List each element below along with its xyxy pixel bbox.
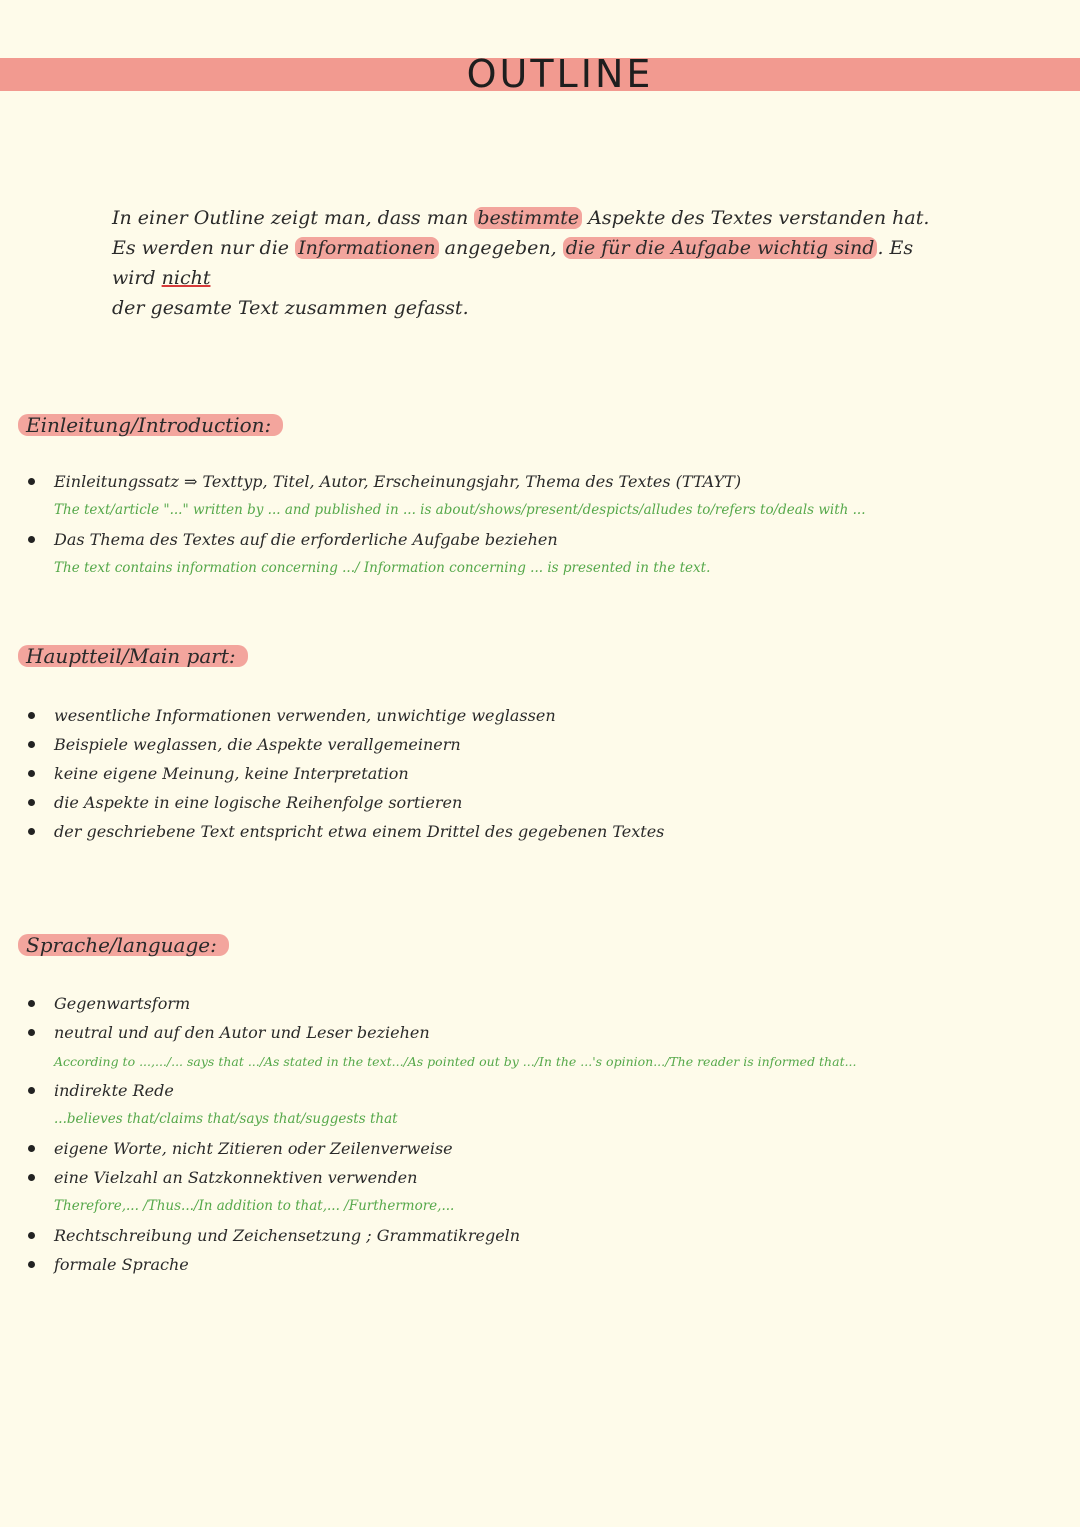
- bullet-icon: [28, 1029, 35, 1036]
- bullet-icon: [28, 770, 35, 777]
- bullet-icon: [28, 1261, 35, 1268]
- list-item: [24, 701, 1064, 730]
- list-item: [24, 1018, 1064, 1047]
- list-item-text: neutral und auf den Autor und Leser beziehen: [54, 1023, 430, 1042]
- list-item-text: der geschriebene Text entspricht etwa einem Drittel des gegebenen Textes: [54, 822, 665, 841]
- list-item-text: indirekte Rede: [54, 1081, 174, 1100]
- intro-text: angegeben,: [438, 237, 563, 259]
- highlight-bestimmte: bestimmte: [474, 207, 582, 229]
- bullet-icon: [28, 1087, 35, 1094]
- list-item-text: eigene Worte, nicht Zitieren oder Zeilenverweise: [54, 1139, 453, 1158]
- list-item-text: die Aspekte in eine logische Reihenfolge sortieren: [54, 793, 463, 812]
- heading-introduction: Einleitung/Introduction:: [18, 414, 283, 436]
- list-item: [24, 989, 1064, 1018]
- underlined-nicht: nicht: [161, 267, 211, 289]
- bullet-icon: [28, 1174, 35, 1181]
- list-item: [24, 1250, 1064, 1279]
- intro-paragraph: [112, 203, 962, 323]
- list-item-text: eine Vielzahl an Satzkonnektiven verwenden: [54, 1168, 418, 1187]
- list-item: [24, 788, 1064, 817]
- bullet-icon: [28, 799, 35, 806]
- intro-text: In einer Outline zeigt man, dass man: [112, 207, 475, 229]
- example-phrases: ...believes that/claims that/says that/suggests that: [54, 1111, 398, 1127]
- list-item-text: Das Thema des Textes auf die erforderliche Aufgabe beziehen: [54, 530, 558, 549]
- bullet-icon: [28, 478, 35, 485]
- example-phrases: The text/article "..." written by ... and published in ... is about/shows/present/despicts/alludes to/refers to/deals with ...: [54, 502, 866, 518]
- intro-line-1: [112, 203, 962, 233]
- list-item-text: Gegenwartsform: [54, 994, 191, 1013]
- intro-text: Es werden nur die: [112, 237, 296, 259]
- list-item: [24, 817, 1064, 846]
- list-item: [24, 759, 1064, 788]
- list-item: [24, 1076, 1064, 1105]
- main-part-list: [24, 701, 1064, 846]
- list-item-text: formale Sprache: [54, 1255, 189, 1274]
- list-item-text: Rechtschreibung und Zeichensetzung ; Grammatikregeln: [54, 1226, 521, 1245]
- bullet-icon: [28, 712, 35, 719]
- bullet-icon: [28, 1000, 35, 1007]
- bullet-icon: [28, 741, 35, 748]
- bullet-icon: [28, 1145, 35, 1152]
- intro-line-2: [112, 233, 962, 293]
- language-list: [24, 989, 1064, 1279]
- list-item: [24, 1163, 1064, 1192]
- list-item: [24, 467, 1064, 496]
- intro-line-3: der gesamte Text zusammen gefasst.: [112, 297, 469, 319]
- list-item-text: Beispiele weglassen, die Aspekte verallgemeinern: [54, 735, 461, 754]
- list-item: [24, 525, 1064, 554]
- bullet-icon: [28, 536, 35, 543]
- example-phrases: The text contains information concerning .../ Information concerning ... is presented in the text.: [54, 560, 711, 576]
- example-phrases: Therefore,... /Thus.../In addition to that,... /Furthermore,...: [54, 1198, 455, 1214]
- list-item: [24, 1134, 1064, 1163]
- intro-text: . Es wird: [112, 237, 914, 289]
- list-item-text: wesentliche Informationen verwenden, unwichtige weglassen: [54, 706, 556, 725]
- heading-language: Sprache/language:: [18, 934, 229, 956]
- example-phrases: According to ...,.../... says that .../As stated in the text.../As pointed out by .../In the ...'s opinion.../The reader is informed that...: [54, 1054, 857, 1069]
- list-item-text: Einleitungssatz ⇒ Texttyp, Titel, Autor, Erscheinungsjahr, Thema des Textes (TTAYT): [54, 472, 742, 491]
- bullet-icon: [28, 828, 35, 835]
- highlight-aufgabe: die für die Aufgabe wichtig sind: [563, 237, 878, 259]
- list-item: [24, 730, 1064, 759]
- intro-text: Aspekte des Textes verstanden hat.: [582, 207, 930, 229]
- introduction-list: [24, 467, 1064, 583]
- page-title: OUTLINE: [466, 52, 654, 96]
- highlight-informationen: Informationen: [295, 237, 439, 259]
- list-item: [24, 1221, 1064, 1250]
- heading-main-part: Hauptteil/Main part:: [18, 645, 248, 667]
- list-item-text: keine eigene Meinung, keine Interpretation: [54, 764, 409, 783]
- bullet-icon: [28, 1232, 35, 1239]
